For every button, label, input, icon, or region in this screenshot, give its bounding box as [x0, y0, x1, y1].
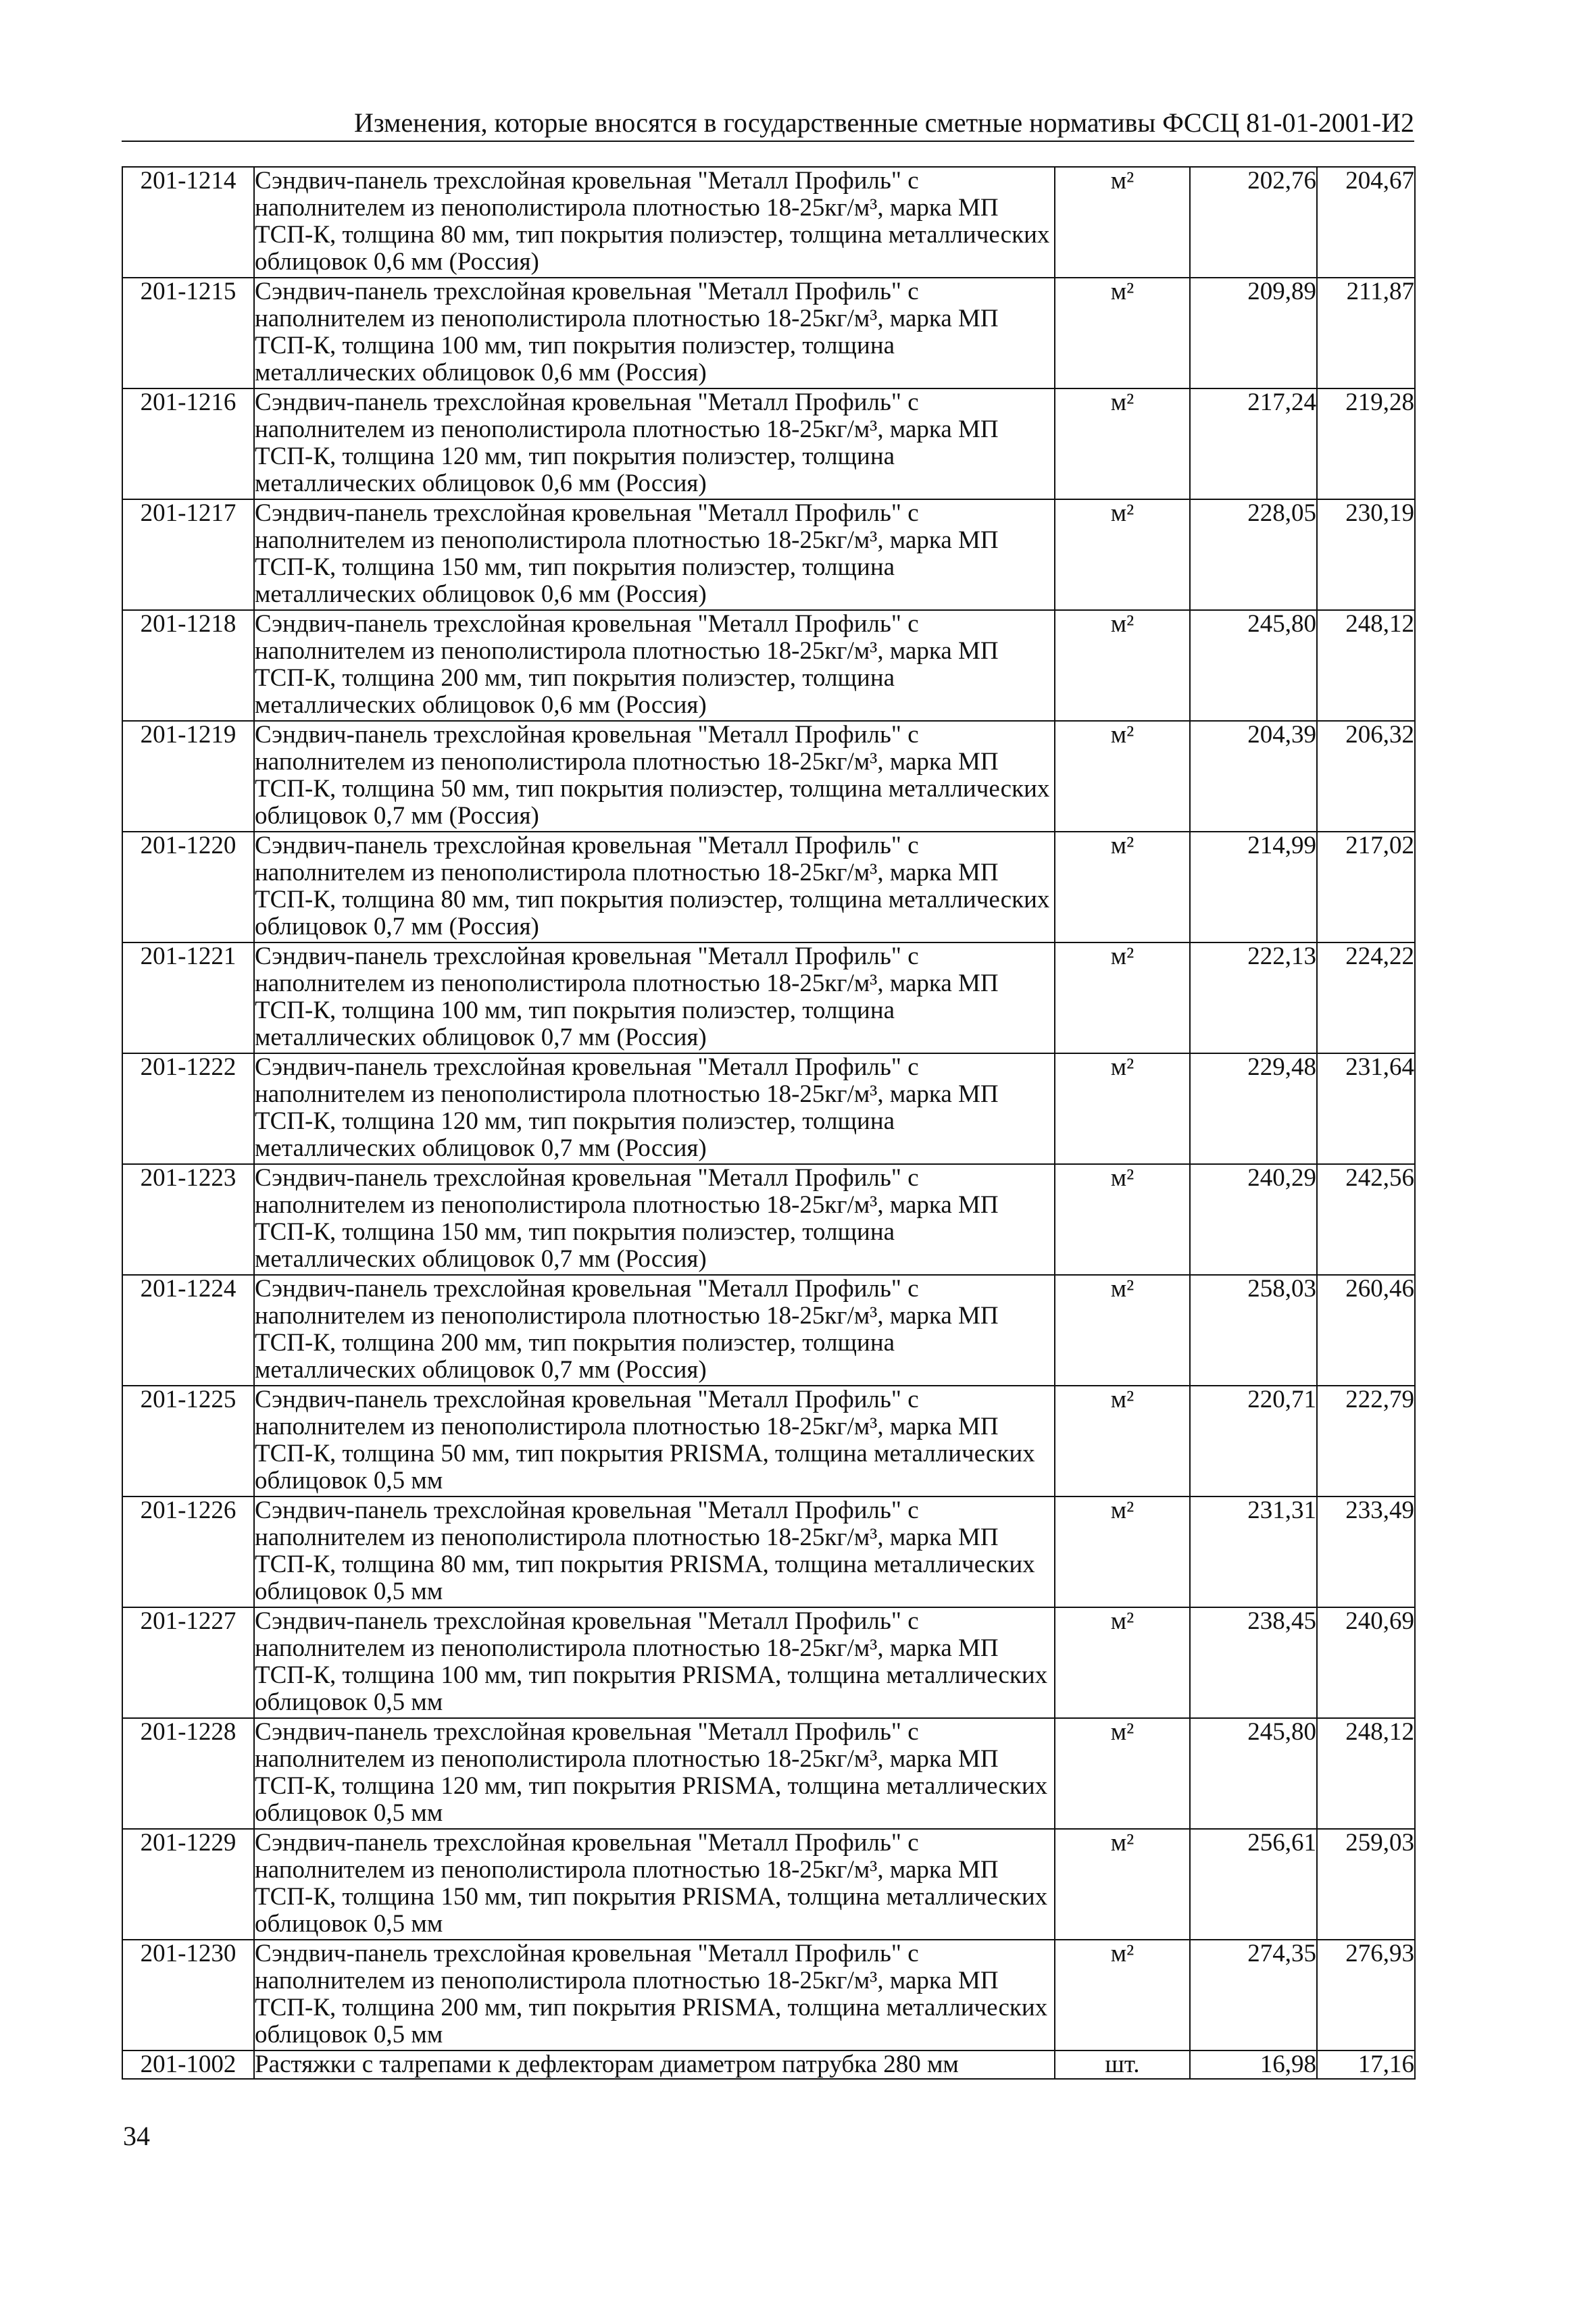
row-code: 201-1227 — [122, 1607, 254, 1718]
row-price-2: 219,28 — [1317, 388, 1415, 499]
row-unit: м² — [1055, 1275, 1190, 1386]
row-price-2: 231,64 — [1317, 1053, 1415, 1164]
row-price-2: 222,79 — [1317, 1386, 1415, 1496]
row-code: 201-1219 — [122, 721, 254, 832]
page-header: Изменения, которые вносятся в государственные сметные нормативы ФССЦ 81-01-2001-И2 — [353, 107, 1414, 138]
table-row — [122, 278, 1415, 388]
row-code: 201-1228 — [122, 1718, 254, 1829]
row-price-1: 256,61 — [1190, 1829, 1317, 1940]
row-price-2: 211,87 — [1317, 278, 1415, 388]
row-name: Сэндвич-панель трехслойная кровельная "Металл Профиль" с наполнителем из пенополистирола плотностью 18-25кг/м³, марка МП ТСП-К, толщина 120 мм, тип покрытия полиэстер, толщина металлических облицовок 0,6 мм (Россия) — [254, 388, 1055, 499]
row-price-2: 17,16 — [1317, 2051, 1415, 2079]
row-name: Сэндвич-панель трехслойная кровельная "Металл Профиль" с наполнителем из пенополистирола плотностью 18-25кг/м³, марка МП ТСП-К, толщина 150 мм, тип покрытия полиэстер, толщина металлических облицовок 0,7 мм (Россия) — [254, 1164, 1055, 1275]
price-table — [122, 166, 1416, 2080]
row-code: 201-1221 — [122, 942, 254, 1053]
row-price-1: 245,80 — [1190, 610, 1317, 721]
table-row — [122, 1164, 1415, 1275]
row-price-1: 229,48 — [1190, 1053, 1317, 1164]
row-name: Сэндвич-панель трехслойная кровельная "Металл Профиль" с наполнителем из пенополистирола плотностью 18-25кг/м³, марка МП ТСП-К, толщина 200 мм, тип покрытия полиэстер, толщина металлических облицовок 0,6 мм (Россия) — [254, 610, 1055, 721]
row-price-1: 231,31 — [1190, 1496, 1317, 1607]
row-unit: м² — [1055, 1386, 1190, 1496]
row-price-2: 206,32 — [1317, 721, 1415, 832]
row-price-1: 228,05 — [1190, 499, 1317, 610]
row-price-2: 248,12 — [1317, 610, 1415, 721]
row-unit: м² — [1055, 1053, 1190, 1164]
row-unit: шт. — [1055, 2051, 1190, 2079]
row-price-1: 245,80 — [1190, 1718, 1317, 1829]
row-price-1: 240,29 — [1190, 1164, 1317, 1275]
row-unit: м² — [1055, 1496, 1190, 1607]
row-name: Сэндвич-панель трехслойная кровельная "Металл Профиль" с наполнителем из пенополистирола плотностью 18-25кг/м³, марка МП ТСП-К, толщина 80 мм, тип покрытия PRISMA, толщина металлических облицовок 0,5 мм — [254, 1496, 1055, 1607]
table-row — [122, 1275, 1415, 1386]
row-unit: м² — [1055, 832, 1190, 942]
row-name: Сэндвич-панель трехслойная кровельная "Металл Профиль" с наполнителем из пенополистирола плотностью 18-25кг/м³, марка МП ТСП-К, толщина 100 мм, тип покрытия полиэстер, толщина металлических облицовок 0,6 мм (Россия) — [254, 278, 1055, 388]
row-unit: м² — [1055, 1164, 1190, 1275]
row-unit: м² — [1055, 388, 1190, 499]
row-price-1: 217,24 — [1190, 388, 1317, 499]
table-row — [122, 499, 1415, 610]
table-row — [122, 1718, 1415, 1829]
table-row — [122, 1940, 1415, 2051]
row-code: 201-1224 — [122, 1275, 254, 1386]
row-price-2: 224,22 — [1317, 942, 1415, 1053]
row-code: 201-1215 — [122, 278, 254, 388]
row-code: 201-1230 — [122, 1940, 254, 2051]
row-unit: м² — [1055, 1607, 1190, 1718]
row-price-1: 222,13 — [1190, 942, 1317, 1053]
row-code: 201-1225 — [122, 1386, 254, 1496]
row-name: Сэндвич-панель трехслойная кровельная "Металл Профиль" с наполнителем из пенополистирола плотностью 18-25кг/м³, марка МП ТСП-К, толщина 150 мм, тип покрытия полиэстер, толщина металлических облицовок 0,6 мм (Россия) — [254, 499, 1055, 610]
row-name: Сэндвич-панель трехслойная кровельная "Металл Профиль" с наполнителем из пенополистирола плотностью 18-25кг/м³, марка МП ТСП-К, толщина 80 мм, тип покрытия полиэстер, толщина металлических облицовок 0,7 мм (Россия) — [254, 832, 1055, 942]
row-unit: м² — [1055, 167, 1190, 278]
row-code: 201-1217 — [122, 499, 254, 610]
row-price-2: 248,12 — [1317, 1718, 1415, 1829]
row-price-2: 242,56 — [1317, 1164, 1415, 1275]
row-unit: м² — [1055, 610, 1190, 721]
row-price-2: 217,02 — [1317, 832, 1415, 942]
row-code: 201-1226 — [122, 1496, 254, 1607]
table-row — [122, 832, 1415, 942]
table-row — [122, 1829, 1415, 1940]
row-unit: м² — [1055, 942, 1190, 1053]
row-code: 201-1218 — [122, 610, 254, 721]
row-name: Сэндвич-панель трехслойная кровельная "Металл Профиль" с наполнителем из пенополистирола плотностью 18-25кг/м³, марка МП ТСП-К, толщина 200 мм, тип покрытия полиэстер, толщина металлических облицовок 0,7 мм (Россия) — [254, 1275, 1055, 1386]
row-price-2: 276,93 — [1317, 1940, 1415, 2051]
table-row — [122, 942, 1415, 1053]
row-price-2: 233,49 — [1317, 1496, 1415, 1607]
table-row — [122, 1496, 1415, 1607]
row-name: Сэндвич-панель трехслойная кровельная "Металл Профиль" с наполнителем из пенополистирола плотностью 18-25кг/м³, марка МП ТСП-К, толщина 150 мм, тип покрытия PRISMA, толщина металлических облицовок 0,5 мм — [254, 1829, 1055, 1940]
row-unit: м² — [1055, 1718, 1190, 1829]
row-code: 201-1214 — [122, 167, 254, 278]
table-row — [122, 1053, 1415, 1164]
table-row — [122, 610, 1415, 721]
row-unit: м² — [1055, 1829, 1190, 1940]
row-name: Сэндвич-панель трехслойная кровельная "Металл Профиль" с наполнителем из пенополистирола плотностью 18-25кг/м³, марка МП ТСП-К, толщина 100 мм, тип покрытия полиэстер, толщина металлических облицовок 0,7 мм (Россия) — [254, 942, 1055, 1053]
row-unit: м² — [1055, 1940, 1190, 2051]
header-divider — [122, 141, 1414, 142]
row-code: 201-1222 — [122, 1053, 254, 1164]
row-unit: м² — [1055, 278, 1190, 388]
row-name: Сэндвич-панель трехслойная кровельная "Металл Профиль" с наполнителем из пенополистирола плотностью 18-25кг/м³, марка МП ТСП-К, толщина 100 мм, тип покрытия PRISMA, толщина металлических облицовок 0,5 мм — [254, 1607, 1055, 1718]
row-code: 201-1216 — [122, 388, 254, 499]
row-price-1: 16,98 — [1190, 2051, 1317, 2079]
row-price-1: 214,99 — [1190, 832, 1317, 942]
table-row — [122, 2051, 1415, 2079]
row-unit: м² — [1055, 721, 1190, 832]
row-price-1: 258,03 — [1190, 1275, 1317, 1386]
table-row — [122, 1386, 1415, 1496]
row-code: 201-1002 — [122, 2051, 254, 2079]
row-price-2: 260,46 — [1317, 1275, 1415, 1386]
row-name: Сэндвич-панель трехслойная кровельная "Металл Профиль" с наполнителем из пенополистирола плотностью 18-25кг/м³, марка МП ТСП-К, толщина 120 мм, тип покрытия PRISMA, толщина металлических облицовок 0,5 мм — [254, 1718, 1055, 1829]
price-table-body — [122, 167, 1415, 2079]
row-price-2: 259,03 — [1317, 1829, 1415, 1940]
row-name: Сэндвич-панель трехслойная кровельная "Металл Профиль" с наполнителем из пенополистирола плотностью 18-25кг/м³, марка МП ТСП-К, толщина 200 мм, тип покрытия PRISMA, толщина металлических облицовок 0,5 мм — [254, 1940, 1055, 2051]
row-price-2: 204,67 — [1317, 167, 1415, 278]
table-row — [122, 167, 1415, 278]
row-code: 201-1220 — [122, 832, 254, 942]
table-row — [122, 721, 1415, 832]
row-name: Сэндвич-панель трехслойная кровельная "Металл Профиль" с наполнителем из пенополистирола плотностью 18-25кг/м³, марка МП ТСП-К, толщина 120 мм, тип покрытия полиэстер, толщина металлических облицовок 0,7 мм (Россия) — [254, 1053, 1055, 1164]
row-unit: м² — [1055, 499, 1190, 610]
row-price-1: 202,76 — [1190, 167, 1317, 278]
row-code: 201-1223 — [122, 1164, 254, 1275]
table-row — [122, 388, 1415, 499]
row-name: Растяжки с талрепами к дефлекторам диаметром патрубка 280 мм — [254, 2051, 1055, 2079]
row-price-1: 209,89 — [1190, 278, 1317, 388]
row-price-2: 240,69 — [1317, 1607, 1415, 1718]
row-code: 201-1229 — [122, 1829, 254, 1940]
row-name: Сэндвич-панель трехслойная кровельная "Металл Профиль" с наполнителем из пенополистирола плотностью 18-25кг/м³, марка МП ТСП-К, толщина 50 мм, тип покрытия полиэстер, толщина металлических облицовок 0,7 мм (Россия) — [254, 721, 1055, 832]
row-price-1: 204,39 — [1190, 721, 1317, 832]
row-name: Сэндвич-панель трехслойная кровельная "Металл Профиль" с наполнителем из пенополистирола плотностью 18-25кг/м³, марка МП ТСП-К, толщина 80 мм, тип покрытия полиэстер, толщина металлических облицовок 0,6 мм (Россия) — [254, 167, 1055, 278]
page-number: 34 — [123, 2121, 150, 2151]
row-price-1: 274,35 — [1190, 1940, 1317, 2051]
row-name: Сэндвич-панель трехслойная кровельная "Металл Профиль" с наполнителем из пенополистирола плотностью 18-25кг/м³, марка МП ТСП-К, толщина 50 мм, тип покрытия PRISMA, толщина металлических облицовок 0,5 мм — [254, 1386, 1055, 1496]
table-row — [122, 1607, 1415, 1718]
row-price-1: 220,71 — [1190, 1386, 1317, 1496]
row-price-1: 238,45 — [1190, 1607, 1317, 1718]
row-price-2: 230,19 — [1317, 499, 1415, 610]
